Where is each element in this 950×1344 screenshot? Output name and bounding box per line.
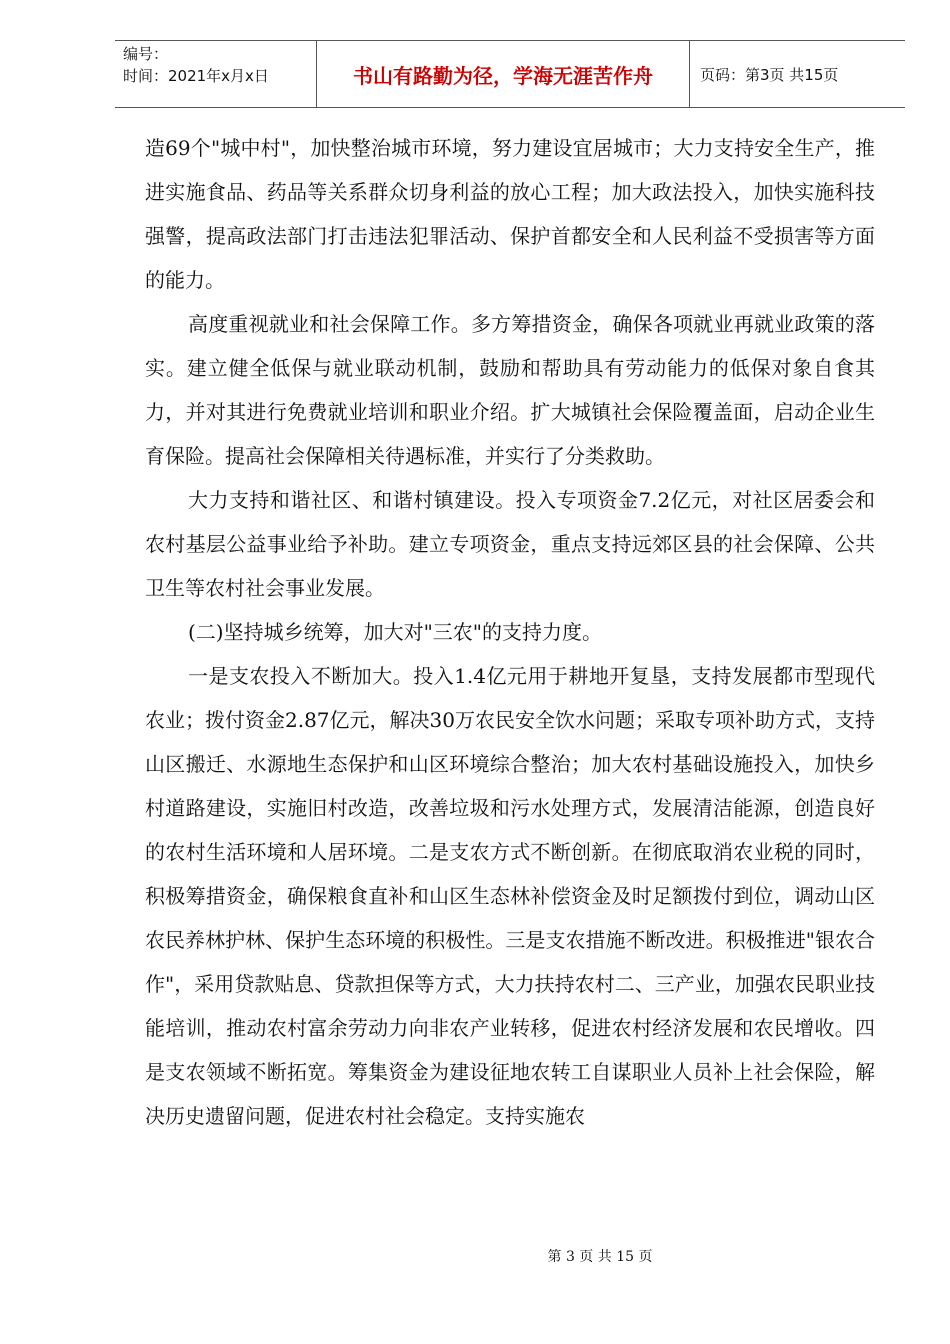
paragraph: 造69个"城中村"，加快整治城市环境，努力建设宜居城市；大力支持安全生产，推进实施食品、药品等关系群众切身利益的放心工程；加大政法投入，加快实施科技强警，提高政法部门打击违法犯罪活动、保护首都安全和人民利益不受损害等方面的能力。 [145, 136, 875, 292]
document-body [145, 126, 875, 1138]
number-label: 编号： [123, 45, 169, 63]
paragraph: 大力支持和谐社区、和谐村镇建设。投入专项资金7.2亿元，对社区居委会和农村基层公益事业给予补助。建立专项资金，重点支持远郊区县的社会保障、公共卫生等农村社会事业发展。 [145, 488, 875, 600]
header-motto: 书山有路勤为径，学海无涯苦作舟 [353, 63, 653, 88]
header-meta [115, 41, 316, 107]
section-heading: (二)坚持城乡统筹，加大对"三农"的支持力度。 [188, 620, 603, 644]
paragraph: 高度重视就业和社会保障工作。多方筹措资金，确保各项就业再就业政策的落实。建立健全低保与就业联动机制，鼓励和帮助具有劳动能力的低保对象自食其力，并对其进行免费就业培训和职业介绍。扩大城镇社会保险覆盖面，启动企业生育保险。提高社会保障相关待遇标准，并实行了分类救助。 [145, 312, 875, 468]
page-footer [0, 1246, 950, 1266]
footer-page-number: 第 3 页 共 15 页 [547, 1249, 653, 1265]
header-page-label: 页码：第3页 共15页 [700, 65, 839, 84]
page-header [115, 40, 905, 108]
header-motto-cell [316, 41, 690, 107]
header-page-cell [690, 41, 905, 107]
paragraph: 一是支农投入不断加大。投入1.4亿元用于耕地开复垦，支持发展都市型现代农业；拨付资金2.87亿元，解决30万农民安全饮水问题；采取专项补助方式，支持山区搬迁、水源地生态保护和山区环境综合整治；加大农村基础设施投入，加快乡村道路建设，实施旧村改造，改善垃圾和污水处理方式，发展清洁能源，创造良好的农村生活环境和人居环境。二是支农方式不断创新。在彻底取消农业税的同时，积极筹措资金，确保粮食直补和山区生态林补偿资金及时足额拨付到位，调动山区农民养林护林、保护生态环境的积极性。三是支农措施不断改进。积极推进"银农合作"，采用贷款贴息、贷款担保等方式，大力扶持农村二、三产业，加强农民职业技能培训，推动农村富余劳动力向非农产业转移，促进农村经济发展和农民增收。四是支农领域不断拓宽。筹集资金为建设征地农转工自谋职业人员补上社会保险，解决历史遗留问题，促进农村社会稳定。支持实施农 [145, 664, 875, 1128]
time-label: 时间：2021年x月x日 [123, 67, 269, 85]
